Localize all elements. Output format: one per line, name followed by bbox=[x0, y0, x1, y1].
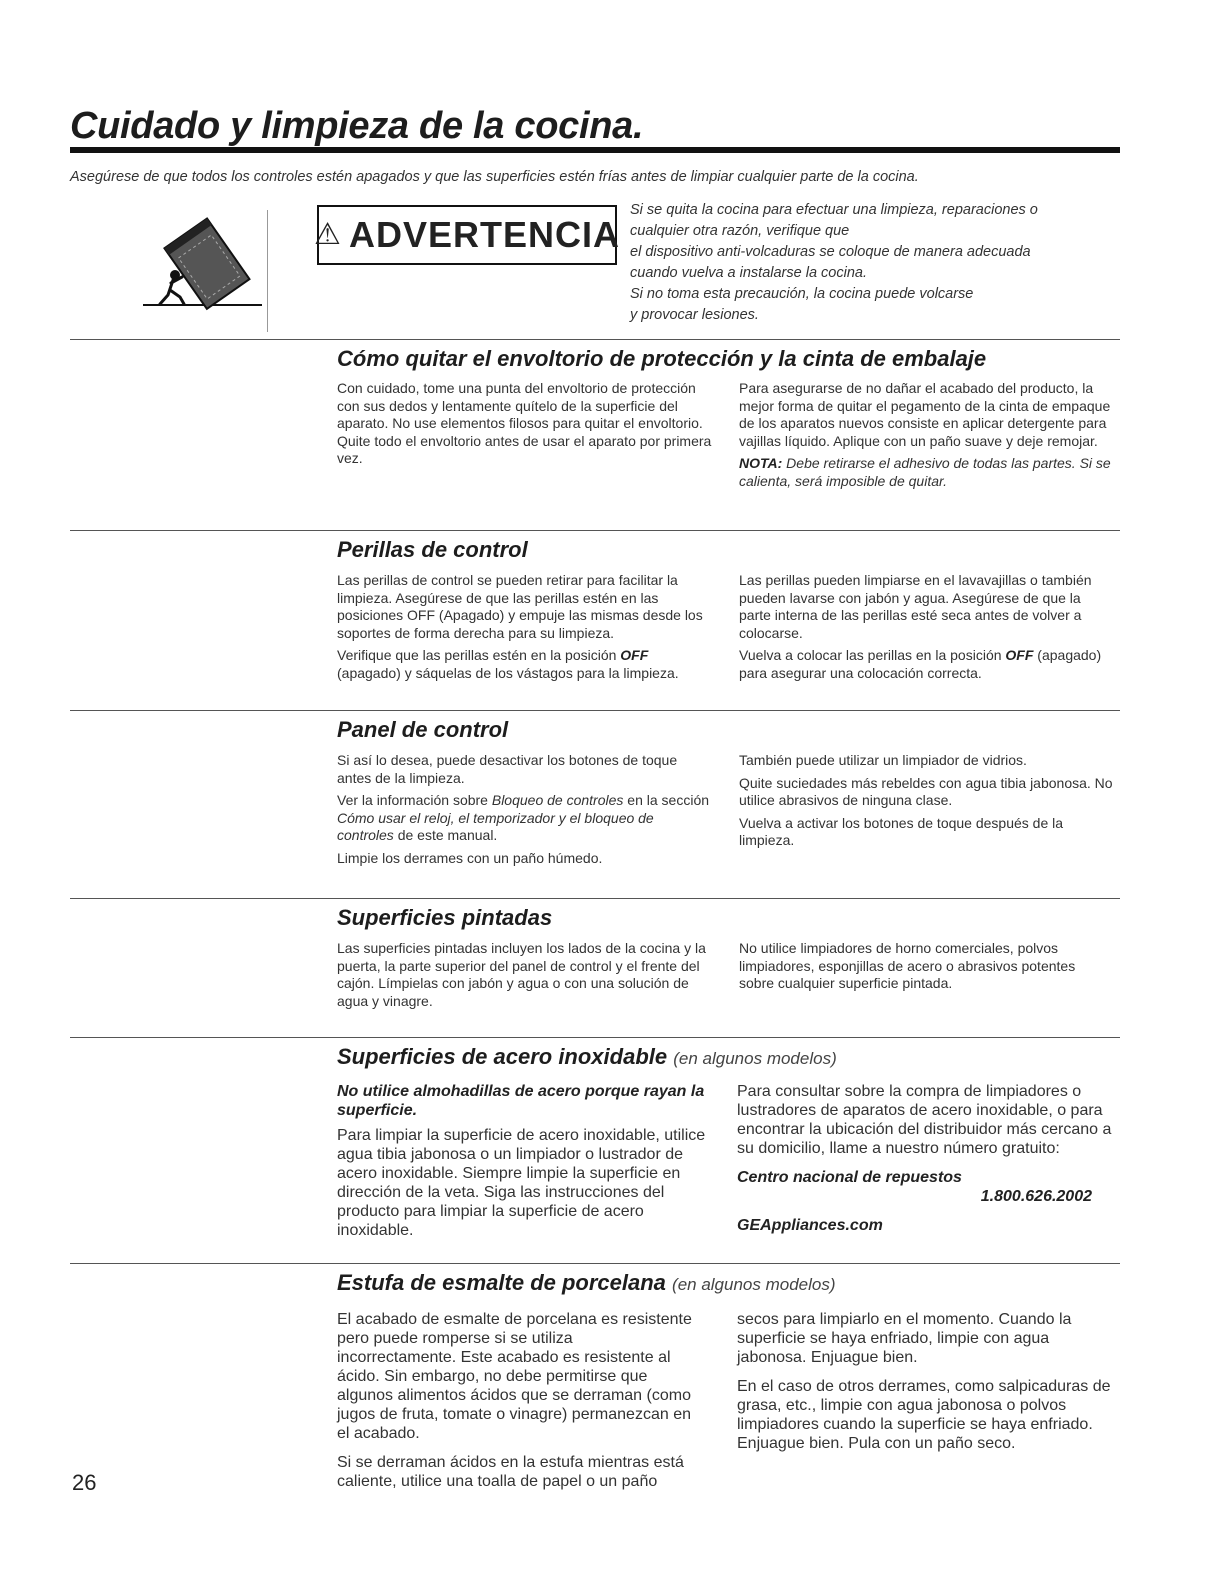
painted-left-text: Las superficies pintadas incluyen los lados de la cocina y la puerta, la parte superior del panel de control y el frente del cajón. Límpielas con jabón y agua o con una solución de agua y vinagre. bbox=[337, 940, 706, 1009]
warning-label: ADVERTENCIA bbox=[348, 214, 620, 255]
porcelain-right-p1: secos para limpiarlo en el momento. Cuando la superficie se haya enfriado, limpie con agua jabonosa. Enjuague bien. bbox=[737, 1311, 1072, 1366]
note-text: Debe retirarse el adhesivo de todas las partes. Si se calienta, será imposible de quitar. bbox=[739, 455, 1111, 489]
section-title-painted: Superficies pintadas bbox=[337, 905, 553, 930]
off-label: OFF bbox=[620, 647, 649, 663]
parts-center-label: Centro nacional de repuestos bbox=[737, 1169, 962, 1186]
painted-right-column bbox=[739, 940, 1114, 998]
section-title-steel bbox=[337, 1044, 837, 1070]
phone-number: 1.800.626.2002 bbox=[980, 1188, 1092, 1205]
panel-right-p1: También puede utilizar un limpiador de vidrios. bbox=[739, 752, 1027, 768]
warning-line: y provocar lesiones. bbox=[630, 307, 759, 323]
tip-over-warning-icon bbox=[140, 205, 265, 315]
section-rule bbox=[70, 710, 1120, 711]
warning-line: cualquier otra razón, verifique que bbox=[630, 223, 850, 239]
section-rule bbox=[70, 530, 1120, 531]
panel-right-p3: Vuelva a activar los botones de toque después de la limpieza. bbox=[739, 814, 1064, 848]
knobs-right-column bbox=[739, 572, 1114, 687]
intro-text: Asegúrese de que todos los controles estén apagados y que las superficies estén frías antes de limpiar cualquier parte de la cocina. bbox=[70, 169, 919, 185]
warning-text bbox=[630, 200, 1090, 326]
text-run: en la sección bbox=[623, 792, 710, 808]
warning-divider bbox=[267, 210, 268, 332]
text-run-italic: Bloqueo de controles bbox=[491, 792, 624, 808]
text-run: Ver la información sobre bbox=[337, 792, 492, 808]
steel-subtitle: (en algunos modelos) bbox=[673, 1049, 837, 1068]
porcelain-left-p1: El acabado de esmalte de porcelana es resistente pero puede romperse si se utiliza incorrectamente. Este acabado es resistente al ácido. Sin embargo, no debe permitirse que algunos alimentos ácidos que se derraman (como jugos de fruta, tomate o vinagre) permanezcan en el acabado. bbox=[337, 1311, 692, 1442]
section-title-porcelain bbox=[337, 1270, 836, 1296]
page-number: 26 bbox=[72, 1470, 97, 1495]
text-run: Verifique que las perillas estén en la posición bbox=[337, 647, 621, 663]
panel-right-p2: Quite suciedades más rebeldes con agua tibia jabonosa. No utilice abrasivos de ninguna clase. bbox=[739, 774, 1113, 808]
panel-left-column bbox=[337, 752, 712, 872]
porcelain-right-p2: En el caso de otros derrames, como salpicaduras de grasa, etc., limpie con agua jabonosa o polvos limpiadores cuando la superficie se haya enfriado. Enjuague bien. Pula con un paño seco. bbox=[737, 1378, 1111, 1452]
wrap-left-column bbox=[337, 380, 712, 473]
steel-right-column bbox=[737, 1082, 1112, 1245]
section-rule bbox=[70, 339, 1120, 340]
section-title-panel: Panel de control bbox=[337, 717, 509, 742]
wrap-left-text: Con cuidado, tome una punta del envoltorio de protección con sus dedos y lentamente quítelo de la superficie del aparato. No use elementos filosos para quitar el envoltorio. Quite todo el envoltorio antes de usar el aparato por primera vez. bbox=[337, 380, 712, 466]
text-run: (apagado) para asegurar una colocación correcta. bbox=[739, 647, 1102, 681]
section-rule bbox=[70, 1263, 1120, 1264]
warning-triangle-icon: ⚠ bbox=[314, 218, 341, 251]
panel-right-column bbox=[739, 752, 1114, 855]
warning-line: cuando vuelva a instalarse la cocina. bbox=[630, 265, 867, 281]
section-rule bbox=[70, 898, 1120, 899]
website-link[interactable]: GEAppliances.com bbox=[737, 1217, 883, 1234]
painted-left-column bbox=[337, 940, 712, 1015]
wrap-note bbox=[739, 455, 1119, 490]
wrap-right-text: Para asegurarse de no dañar el acabado del producto, la mejor forma de quitar el pegamento de la cinta de empaque de los aparatos nuevos consiste en aplicar detergente para vajillas líquido. Aplique con un paño suave y deje remojar. bbox=[739, 380, 1111, 449]
section-title-knobs: Perillas de control bbox=[337, 537, 528, 562]
warning-line: Si se quita la cocina para efectuar una limpieza, reparaciones o bbox=[630, 202, 1038, 218]
text-run-italic: Cómo usar el reloj, el temporizador y el bloqueo de controles bbox=[337, 809, 654, 843]
text-run: (apagado) y sáquelas de los vástagos para la limpieza. bbox=[337, 664, 679, 681]
section-rule bbox=[70, 1037, 1120, 1038]
steel-title: Superficies de acero inoxidable bbox=[337, 1044, 668, 1069]
page-title: Cuidado y limpieza de la cocina. bbox=[70, 105, 644, 147]
warning-line: Si no toma esta precaución, la cocina puede volcarse bbox=[630, 286, 974, 302]
panel-left-p3: Limpie los derrames con un paño húmedo. bbox=[337, 849, 603, 866]
porcelain-left-column bbox=[337, 1310, 692, 1501]
knobs-right-p1: Las perillas pueden limpiarse en el lavavajillas o también pueden lavarse con jabón y agua. Asegúrese de que la parte interna de las perillas esté seca antes de volver a colocarse. bbox=[739, 572, 1092, 641]
knobs-right-p2 bbox=[739, 647, 1114, 682]
knobs-left-p1: Las perillas de control se pueden retirar para facilitar la limpieza. Asegúrese de que las perillas estén en las posiciones OFF (Apagado) y empuje las mismas desde los soportes de forma derecha para su limpieza. bbox=[337, 572, 703, 641]
steel-right-text: Para consultar sobre la compra de limpiadores o lustradores de aparatos de acero inoxidable, o para encontrar la ubicación del distribuidor más cercano a su domicilio, llame a nuestro número gratuito: bbox=[737, 1083, 1112, 1157]
panel-left-p1: Si así lo desea, puede desactivar los botones de toque antes de la limpieza. bbox=[337, 752, 678, 786]
steel-warning: No utilice almohadillas de acero porque rayan la superficie. bbox=[337, 1083, 705, 1119]
steel-left-column bbox=[337, 1082, 707, 1250]
section-title-wrap: Cómo quitar el envoltorio de protección y la cinta de embalaje bbox=[337, 346, 987, 371]
porcelain-right-column bbox=[737, 1310, 1122, 1463]
porcelain-title: Estufa de esmalte de porcelana bbox=[337, 1270, 666, 1295]
note-label: NOTA: bbox=[739, 455, 783, 471]
knobs-left-p2 bbox=[337, 647, 712, 682]
off-label: OFF bbox=[1005, 647, 1034, 663]
parts-center-phone bbox=[737, 1187, 1112, 1206]
text-run: de este manual. bbox=[393, 827, 498, 843]
panel-left-p2 bbox=[337, 792, 712, 845]
painted-right-text: No utilice limpiadores de horno comerciales, polvos limpiadores, esponjillas de acero o abrasivos potentes sobre cualquier superficie pintada. bbox=[739, 940, 1076, 991]
text-run: Vuelva a colocar las perillas en la posición bbox=[739, 647, 1006, 663]
steel-left-text: Para limpiar la superficie de acero inoxidable, utilice agua tibia jabonosa o un limpiador o lustrador de acero inoxidable. Siempre limpie la superficie en dirección de la veta. Siga las instrucciones del producto para limpiar la superficie de acero inoxidable. bbox=[337, 1127, 706, 1239]
porcelain-left-p2: Si se derraman ácidos en la estufa mientras está caliente, utilice una toalla de papel o un paño bbox=[337, 1454, 684, 1490]
warning-line: el dispositivo anti-volcaduras se coloque de manera adecuada bbox=[630, 244, 1031, 260]
warning-label-box bbox=[314, 205, 620, 265]
title-rule bbox=[70, 147, 1120, 153]
wrap-right-column bbox=[739, 380, 1119, 495]
porcelain-subtitle: (en algunos modelos) bbox=[672, 1275, 836, 1294]
knobs-left-column bbox=[337, 572, 712, 687]
